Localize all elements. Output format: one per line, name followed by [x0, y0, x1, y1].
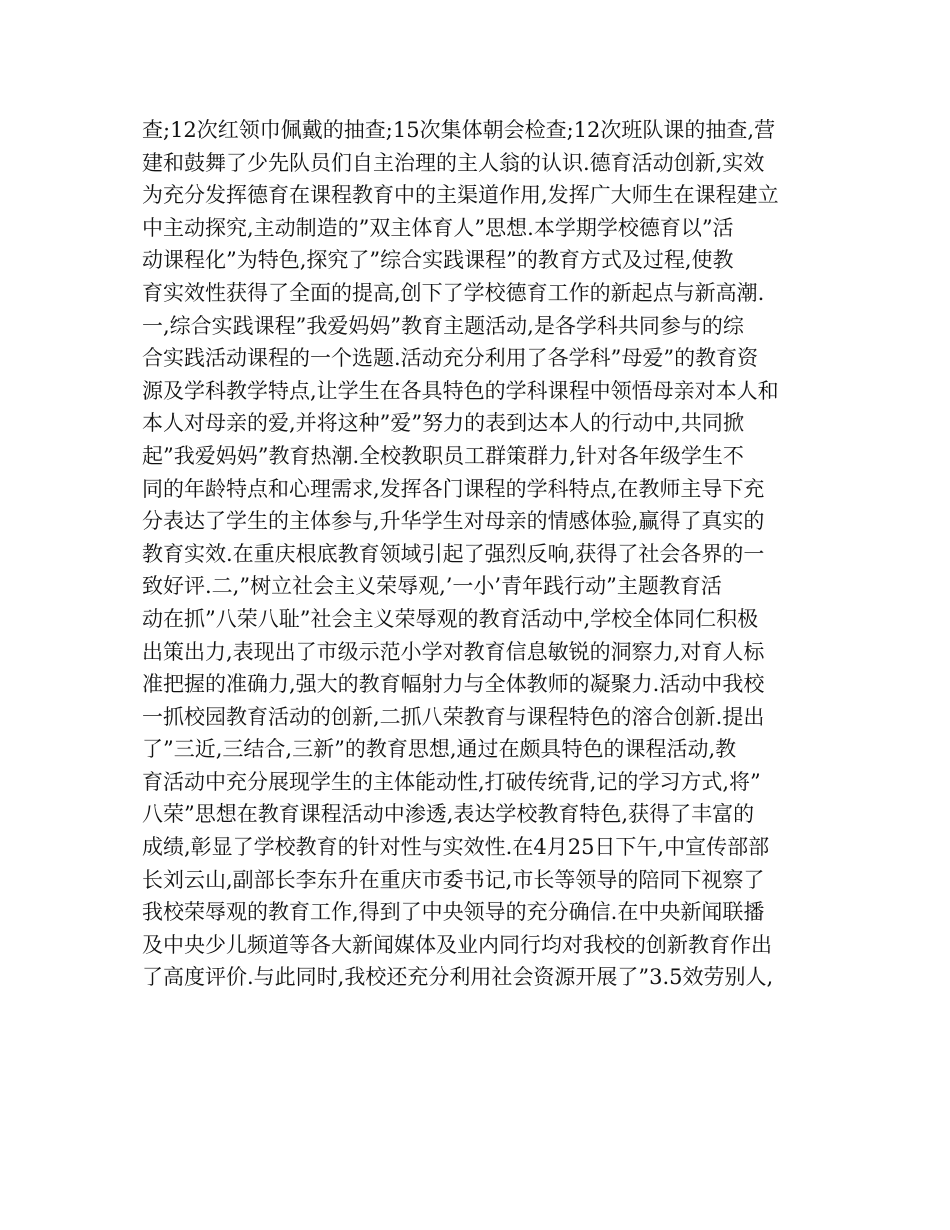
text-line: 教育实效.在重庆根底教育领域引起了强烈反响,获得了社会各界的一: [142, 541, 765, 566]
text-line: 准把握的准确力,强大的教育幅射力与全体教师的凝聚力.活动中我校: [142, 672, 765, 697]
text-line: 查;12次红领巾佩戴的抽查;15次集体朝会检查;12次班队课的抽查,营: [142, 118, 776, 142]
text-line: 同的年龄特点和心理需求,发挥各门课程的学科特点,在教师主导下充: [142, 476, 765, 501]
text-line: 为充分发挥德育在课程教育中的主渠道作用,发挥广大师生在课程建立: [142, 183, 779, 208]
text-line: 建和鼓舞了少先队员们自主治理的主人翁的认识.德育活动创新,实效: [142, 150, 765, 175]
text-line: 中主动探究,主动制造的”双主体育人”思想.本学期学校德育以”活: [142, 215, 734, 240]
body-paragraph: [142, 114, 822, 994]
text-line: 合实践活动课程的一个选题.活动充分利用了各学科”母爱”的教育资: [142, 346, 759, 371]
text-line: 出策出力,表现出了市级示范小学对教育信息敏锐的洞察力,对育人标: [142, 639, 765, 664]
text-line: 了高度评价.与此同时,我校还充分利用社会资源开展了”3.5效劳别人,: [142, 965, 774, 990]
text-line: 长刘云山,副部长李东升在重庆市委书记,市长等领导的陪同下视察了: [142, 867, 765, 892]
text-line: 育活动中充分展现学生的主体能动性,打破传统背,记的学习方式,将”: [142, 769, 761, 794]
text-line: 动课程化”为特色,探究了”综合实践课程”的教育方式及过程,使教: [142, 248, 734, 273]
text-line: 分表达了学生的主体参与,升华学生对母亲的情感体验,赢得了真实的: [142, 509, 765, 534]
text-line: 源及学科教学特点,让学生在各具特色的学科课程中领悟母亲对本人和: [142, 378, 779, 403]
text-line: 动在抓”八荣八耻”社会主义荣辱观的教育活动中,学校全体同仁积极: [142, 606, 759, 631]
text-line: 致好评.二,”树立社会主义荣辱观,’一小’青年践行动”主题教育活: [142, 574, 722, 599]
text-line: 成绩,彰显了学校教育的针对性与实效性.在4月25日下午,中宣传部部: [142, 835, 770, 860]
text-line: 起”我爱妈妈”教育热潮.全校教职员工群策群力,针对各年级学生不: [142, 443, 744, 468]
text-line: 本人对母亲的爱,并将这种”爱”努力的表到达本人的行动中,共同掀: [142, 411, 744, 436]
text-line: 了”三近,三结合,三新”的教育思想,通过在颇具特色的课程活动,教: [142, 737, 737, 762]
text-line: 一抓校园教育活动的创新,二抓八荣教育与课程特色的溶合创新.提出: [142, 704, 765, 729]
text-line: 一,综合实践课程”我爱妈妈”教育主题活动,是各学科共同参与的综: [142, 313, 744, 338]
text-line: 育实效性获得了全面的提高,创下了学校德育工作的新起点与新高潮.: [142, 280, 765, 305]
text-line: 及中央少儿频道等各大新闻媒体及业内同行均对我校的创新教育作出: [142, 932, 772, 957]
text-line: 我校荣辱观的教育工作,得到了中央领导的充分确信.在中央新闻联播: [142, 900, 765, 925]
text-line: 八荣”思想在教育课程活动中渗透,表达学校教育特色,获得了丰富的: [142, 802, 755, 827]
